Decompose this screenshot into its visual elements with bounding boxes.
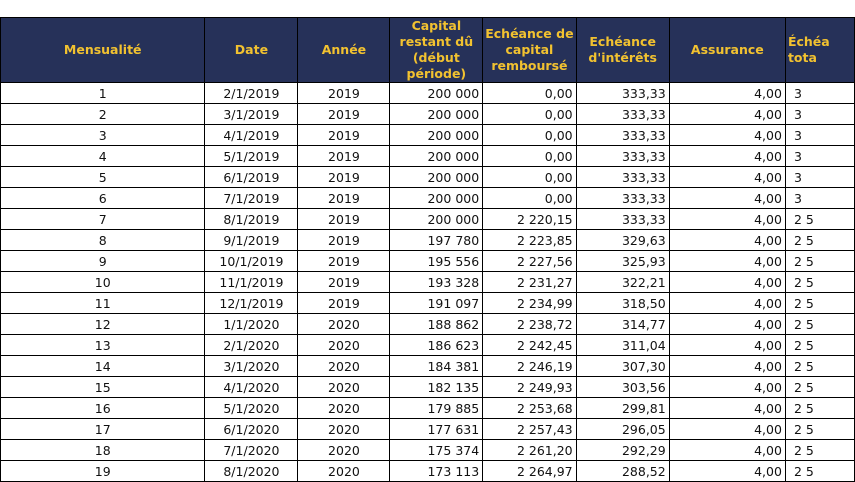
annee-cell[interactable]: 2020 xyxy=(298,440,390,461)
annee-cell[interactable]: 2019 xyxy=(298,230,390,251)
date-cell[interactable]: 7/1/2019 xyxy=(205,188,298,209)
mensualite-cell[interactable]: 18 xyxy=(1,440,205,461)
mensualite-cell[interactable]: 8 xyxy=(1,230,205,251)
echeance-interets-cell[interactable]: 333,33 xyxy=(576,146,669,167)
capital-restant-cell[interactable]: 188 862 xyxy=(390,314,483,335)
header-echeance-capital[interactable]: Echéance de capital remboursé xyxy=(483,18,576,83)
echeance-capital-cell[interactable]: 0,00 xyxy=(483,104,576,125)
amortization-table xyxy=(0,17,855,482)
mensualite-cell[interactable]: 11 xyxy=(1,293,205,314)
mensualite-cell[interactable]: 14 xyxy=(1,356,205,377)
header-capital-restant[interactable]: Capital restant dû (début période) xyxy=(390,18,483,83)
capital-restant-cell[interactable]: 193 328 xyxy=(390,272,483,293)
mensualite-cell[interactable]: 15 xyxy=(1,377,205,398)
echeance-totale-cell[interactable]: 3 xyxy=(785,83,854,104)
echeance-totale-cell[interactable]: 2 5 xyxy=(785,209,854,230)
date-cell[interactable]: 12/1/2019 xyxy=(205,293,298,314)
echeance-interets-cell[interactable]: 303,56 xyxy=(576,377,669,398)
echeance-interets-cell[interactable]: 307,30 xyxy=(576,356,669,377)
annee-cell[interactable]: 2019 xyxy=(298,251,390,272)
assurance-cell[interactable]: 4,00 xyxy=(669,188,785,209)
assurance-cell[interactable]: 4,00 xyxy=(669,440,785,461)
capital-restant-cell[interactable]: 195 556 xyxy=(390,251,483,272)
annee-cell[interactable]: 2019 xyxy=(298,146,390,167)
capital-restant-cell[interactable]: 191 097 xyxy=(390,293,483,314)
echeance-capital-cell[interactable]: 2 234,99 xyxy=(483,293,576,314)
echeance-capital-cell[interactable]: 2 223,85 xyxy=(483,230,576,251)
table-row xyxy=(1,293,855,314)
echeance-totale-cell[interactable]: 3 xyxy=(785,104,854,125)
capital-restant-cell[interactable]: 200 000 xyxy=(390,146,483,167)
mensualite-cell[interactable]: 16 xyxy=(1,398,205,419)
echeance-capital-cell[interactable]: 2 242,45 xyxy=(483,335,576,356)
capital-restant-cell[interactable]: 200 000 xyxy=(390,104,483,125)
capital-restant-cell[interactable]: 184 381 xyxy=(390,356,483,377)
table-row xyxy=(1,440,855,461)
echeance-capital-cell[interactable]: 0,00 xyxy=(483,188,576,209)
table-row xyxy=(1,335,855,356)
echeance-totale-cell[interactable]: 2 5 xyxy=(785,461,854,482)
table-row xyxy=(1,314,855,335)
header-echeance-totale[interactable]: Échéa tota xyxy=(785,18,854,83)
assurance-cell[interactable]: 4,00 xyxy=(669,461,785,482)
mensualite-cell[interactable]: 3 xyxy=(1,125,205,146)
date-cell[interactable]: 2/1/2020 xyxy=(205,335,298,356)
echeance-capital-cell[interactable]: 2 253,68 xyxy=(483,398,576,419)
assurance-cell[interactable]: 4,00 xyxy=(669,419,785,440)
table-row xyxy=(1,209,855,230)
annee-cell[interactable]: 2020 xyxy=(298,335,390,356)
assurance-cell[interactable]: 4,00 xyxy=(669,209,785,230)
assurance-cell[interactable]: 4,00 xyxy=(669,230,785,251)
date-cell[interactable]: 10/1/2019 xyxy=(205,251,298,272)
table-row xyxy=(1,125,855,146)
echeance-capital-cell[interactable]: 2 227,56 xyxy=(483,251,576,272)
assurance-cell[interactable]: 4,00 xyxy=(669,146,785,167)
capital-restant-cell[interactable]: 200 000 xyxy=(390,209,483,230)
table-row xyxy=(1,251,855,272)
mensualite-cell[interactable]: 9 xyxy=(1,251,205,272)
annee-cell[interactable]: 2020 xyxy=(298,356,390,377)
echeance-interets-cell[interactable]: 333,33 xyxy=(576,167,669,188)
echeance-interets-cell[interactable]: 329,63 xyxy=(576,230,669,251)
echeance-capital-cell[interactable]: 2 249,93 xyxy=(483,377,576,398)
mensualite-cell[interactable]: 10 xyxy=(1,272,205,293)
capital-restant-cell[interactable]: 175 374 xyxy=(390,440,483,461)
assurance-cell[interactable]: 4,00 xyxy=(669,356,785,377)
echeance-totale-cell[interactable]: 3 xyxy=(785,188,854,209)
annee-cell[interactable]: 2019 xyxy=(298,83,390,104)
date-cell[interactable]: 6/1/2019 xyxy=(205,167,298,188)
annee-cell[interactable]: 2019 xyxy=(298,272,390,293)
echeance-interets-cell[interactable]: 333,33 xyxy=(576,83,669,104)
assurance-cell[interactable]: 4,00 xyxy=(669,398,785,419)
header-mensualite[interactable]: Mensualité xyxy=(1,18,205,83)
echeance-interets-cell[interactable]: 299,81 xyxy=(576,398,669,419)
table-row xyxy=(1,419,855,440)
table-header xyxy=(1,18,855,83)
annee-cell[interactable]: 2020 xyxy=(298,398,390,419)
echeance-interets-cell[interactable]: 288,52 xyxy=(576,461,669,482)
assurance-cell[interactable]: 4,00 xyxy=(669,125,785,146)
echeance-capital-cell[interactable]: 0,00 xyxy=(483,83,576,104)
echeance-capital-cell[interactable]: 2 238,72 xyxy=(483,314,576,335)
date-cell[interactable]: 4/1/2020 xyxy=(205,377,298,398)
echeance-interets-cell[interactable]: 325,93 xyxy=(576,251,669,272)
date-cell[interactable]: 9/1/2019 xyxy=(205,230,298,251)
date-cell[interactable]: 8/1/2020 xyxy=(205,461,298,482)
date-cell[interactable]: 8/1/2019 xyxy=(205,209,298,230)
echeance-totale-cell[interactable]: 3 xyxy=(785,125,854,146)
date-cell[interactable]: 7/1/2020 xyxy=(205,440,298,461)
assurance-cell[interactable]: 4,00 xyxy=(669,314,785,335)
echeance-interets-cell[interactable]: 322,21 xyxy=(576,272,669,293)
header-date[interactable]: Date xyxy=(205,18,298,83)
echeance-interets-cell[interactable]: 333,33 xyxy=(576,209,669,230)
echeance-totale-cell[interactable]: 3 xyxy=(785,167,854,188)
amortization-sheet xyxy=(0,17,855,482)
header-echeance-interets[interactable]: Echéance d'intérêts xyxy=(576,18,669,83)
table-row xyxy=(1,146,855,167)
assurance-cell[interactable]: 4,00 xyxy=(669,251,785,272)
date-cell[interactable]: 4/1/2019 xyxy=(205,125,298,146)
annee-cell[interactable]: 2019 xyxy=(298,104,390,125)
table-body xyxy=(1,83,855,482)
echeance-totale-cell[interactable]: 2 5 xyxy=(785,230,854,251)
date-cell[interactable]: 5/1/2019 xyxy=(205,146,298,167)
assurance-cell[interactable]: 4,00 xyxy=(669,83,785,104)
assurance-cell[interactable]: 4,00 xyxy=(669,272,785,293)
echeance-totale-cell[interactable]: 2 5 xyxy=(785,356,854,377)
annee-cell[interactable]: 2019 xyxy=(298,209,390,230)
assurance-cell[interactable]: 4,00 xyxy=(669,104,785,125)
echeance-capital-cell[interactable]: 2 231,27 xyxy=(483,272,576,293)
capital-restant-cell[interactable]: 182 135 xyxy=(390,377,483,398)
annee-cell[interactable]: 2019 xyxy=(298,167,390,188)
echeance-totale-cell[interactable]: 2 5 xyxy=(785,251,854,272)
echeance-capital-cell[interactable]: 2 246,19 xyxy=(483,356,576,377)
mensualite-cell[interactable]: 2 xyxy=(1,104,205,125)
header-annee[interactable]: Année xyxy=(298,18,390,83)
date-cell[interactable]: 1/1/2020 xyxy=(205,314,298,335)
echeance-totale-cell[interactable]: 2 5 xyxy=(785,335,854,356)
echeance-capital-cell[interactable]: 2 261,20 xyxy=(483,440,576,461)
echeance-totale-cell[interactable]: 2 5 xyxy=(785,293,854,314)
table-row xyxy=(1,272,855,293)
mensualite-cell[interactable]: 6 xyxy=(1,188,205,209)
mensualite-cell[interactable]: 17 xyxy=(1,419,205,440)
echeance-interets-cell[interactable]: 292,29 xyxy=(576,440,669,461)
mensualite-cell[interactable]: 4 xyxy=(1,146,205,167)
table-row xyxy=(1,167,855,188)
annee-cell[interactable]: 2020 xyxy=(298,314,390,335)
annee-cell[interactable]: 2019 xyxy=(298,293,390,314)
assurance-cell[interactable]: 4,00 xyxy=(669,293,785,314)
echeance-totale-cell[interactable]: 2 5 xyxy=(785,419,854,440)
capital-restant-cell[interactable]: 173 113 xyxy=(390,461,483,482)
mensualite-cell[interactable]: 7 xyxy=(1,209,205,230)
date-cell[interactable]: 6/1/2020 xyxy=(205,419,298,440)
capital-restant-cell[interactable]: 200 000 xyxy=(390,188,483,209)
annee-cell[interactable]: 2019 xyxy=(298,188,390,209)
annee-cell[interactable]: 2019 xyxy=(298,125,390,146)
echeance-capital-cell[interactable]: 2 264,97 xyxy=(483,461,576,482)
date-cell[interactable]: 2/1/2019 xyxy=(205,83,298,104)
capital-restant-cell[interactable]: 200 000 xyxy=(390,167,483,188)
table-row xyxy=(1,356,855,377)
assurance-cell[interactable]: 4,00 xyxy=(669,335,785,356)
assurance-cell[interactable]: 4,00 xyxy=(669,377,785,398)
echeance-interets-cell[interactable]: 296,05 xyxy=(576,419,669,440)
date-cell[interactable]: 5/1/2020 xyxy=(205,398,298,419)
table-row xyxy=(1,104,855,125)
capital-restant-cell[interactable]: 179 885 xyxy=(390,398,483,419)
echeance-interets-cell[interactable]: 314,77 xyxy=(576,314,669,335)
date-cell[interactable]: 11/1/2019 xyxy=(205,272,298,293)
mensualite-cell[interactable]: 19 xyxy=(1,461,205,482)
echeance-interets-cell[interactable]: 333,33 xyxy=(576,188,669,209)
date-cell[interactable]: 3/1/2019 xyxy=(205,104,298,125)
header-row xyxy=(1,18,855,83)
echeance-totale-cell[interactable]: 3 xyxy=(785,146,854,167)
capital-restant-cell[interactable]: 200 000 xyxy=(390,125,483,146)
echeance-totale-cell[interactable]: 2 5 xyxy=(785,377,854,398)
table-row xyxy=(1,83,855,104)
echeance-capital-cell[interactable]: 2 257,43 xyxy=(483,419,576,440)
capital-restant-cell[interactable]: 197 780 xyxy=(390,230,483,251)
echeance-interets-cell[interactable]: 311,04 xyxy=(576,335,669,356)
mensualite-cell[interactable]: 12 xyxy=(1,314,205,335)
mensualite-cell[interactable]: 1 xyxy=(1,83,205,104)
table-row xyxy=(1,230,855,251)
echeance-capital-cell[interactable]: 2 220,15 xyxy=(483,209,576,230)
capital-restant-cell[interactable]: 177 631 xyxy=(390,419,483,440)
table-row xyxy=(1,188,855,209)
echeance-interets-cell[interactable]: 318,50 xyxy=(576,293,669,314)
echeance-capital-cell[interactable]: 0,00 xyxy=(483,125,576,146)
echeance-interets-cell[interactable]: 333,33 xyxy=(576,125,669,146)
annee-cell[interactable]: 2020 xyxy=(298,461,390,482)
table-row xyxy=(1,377,855,398)
assurance-cell[interactable]: 4,00 xyxy=(669,167,785,188)
echeance-interets-cell[interactable]: 333,33 xyxy=(576,104,669,125)
echeance-totale-cell[interactable]: 2 5 xyxy=(785,398,854,419)
echeance-capital-cell[interactable]: 0,00 xyxy=(483,146,576,167)
annee-cell[interactable]: 2020 xyxy=(298,419,390,440)
annee-cell[interactable]: 2020 xyxy=(298,377,390,398)
capital-restant-cell[interactable]: 186 623 xyxy=(390,335,483,356)
capital-restant-cell[interactable]: 200 000 xyxy=(390,83,483,104)
header-assurance[interactable]: Assurance xyxy=(669,18,785,83)
mensualite-cell[interactable]: 5 xyxy=(1,167,205,188)
table-row xyxy=(1,398,855,419)
date-cell[interactable]: 3/1/2020 xyxy=(205,356,298,377)
echeance-totale-cell[interactable]: 2 5 xyxy=(785,314,854,335)
mensualite-cell[interactable]: 13 xyxy=(1,335,205,356)
echeance-totale-cell[interactable]: 2 5 xyxy=(785,440,854,461)
echeance-totale-cell[interactable]: 2 5 xyxy=(785,272,854,293)
echeance-capital-cell[interactable]: 0,00 xyxy=(483,167,576,188)
table-row xyxy=(1,461,855,482)
